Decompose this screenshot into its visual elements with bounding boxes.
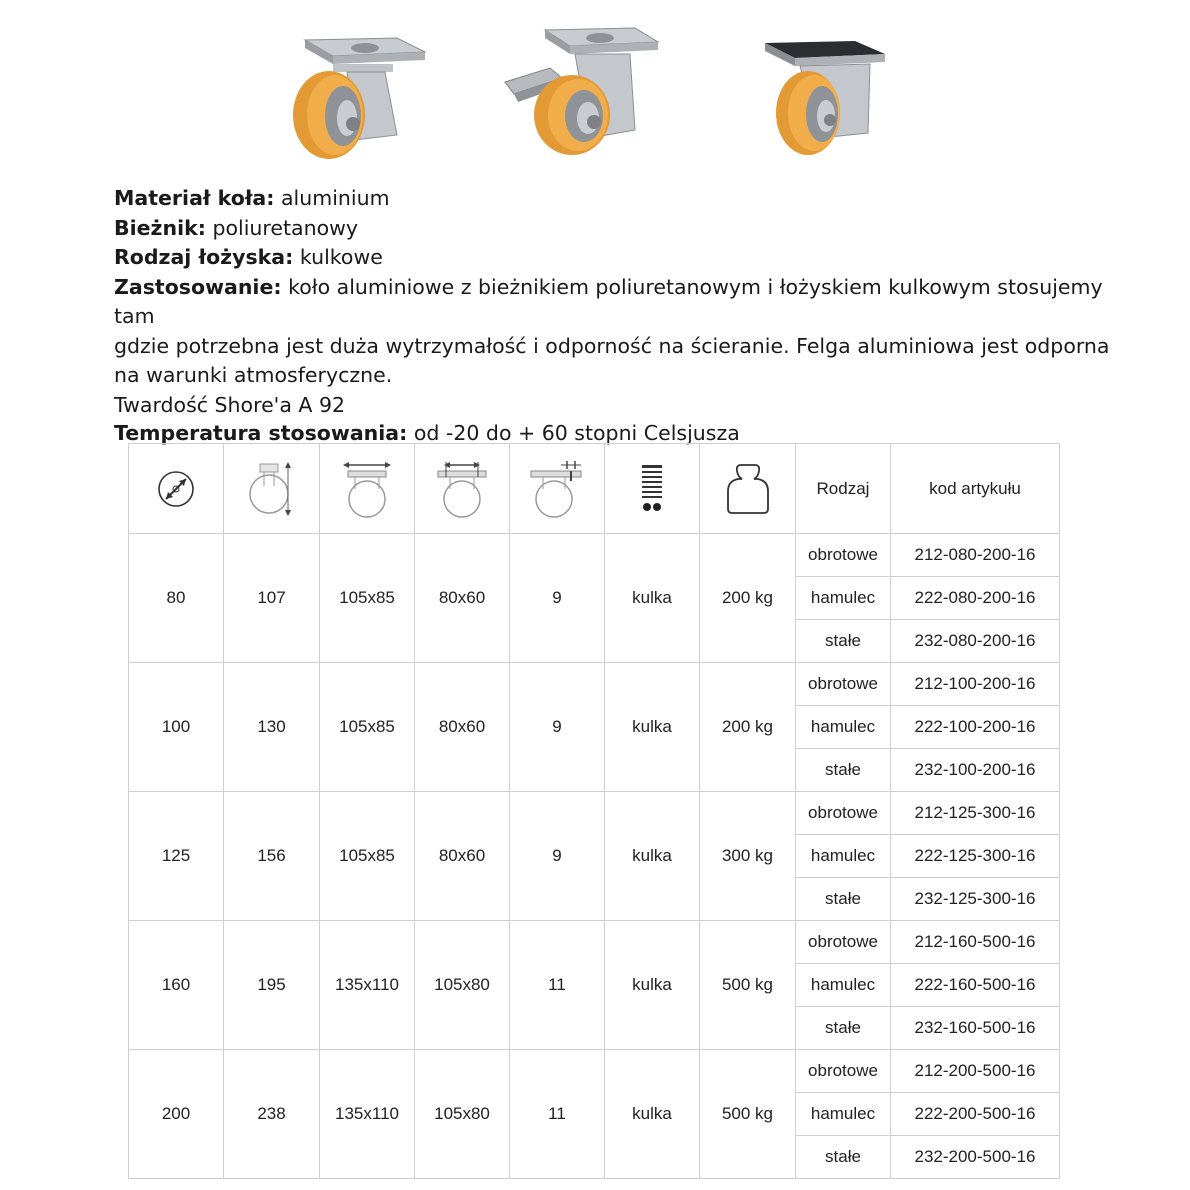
- total-height-icon: [244, 460, 300, 518]
- cell-plate: 135x110: [320, 1050, 415, 1179]
- col-bearing: [605, 444, 700, 534]
- cell-diameter: 160: [129, 921, 224, 1050]
- spec-temperature: Temperatura stosowania: od -20 do + 60 stopni Celsjusza: [114, 420, 740, 445]
- brake-caster-image: [500, 20, 665, 165]
- cell-code: 222-100-200-16: [891, 706, 1060, 749]
- cell-spacing: 105x80: [415, 1050, 510, 1179]
- cell-type: obrotowe: [796, 663, 891, 706]
- bolt-hole-icon: [529, 459, 585, 519]
- cell-code: 232-100-200-16: [891, 749, 1060, 792]
- wheel-diameter-icon: [156, 469, 196, 509]
- table-row: [129, 792, 1060, 835]
- cell-bearing: kulka: [605, 534, 700, 663]
- fixed-caster-image: [760, 38, 890, 158]
- cell-type: stałe: [796, 620, 891, 663]
- col-type: Rodzaj: [796, 444, 891, 534]
- cell-plate: 105x85: [320, 534, 415, 663]
- cell-code: 222-080-200-16: [891, 577, 1060, 620]
- cell-plate: 135x110: [320, 921, 415, 1050]
- col-diameter: [129, 444, 224, 534]
- cell-load: 500 kg: [700, 921, 796, 1050]
- col-plate: [320, 444, 415, 534]
- cell-code: 222-160-500-16: [891, 964, 1060, 1007]
- cell-type: hamulec: [796, 577, 891, 620]
- cell-diameter: 200: [129, 1050, 224, 1179]
- spec-material: Materiał koła: aluminium: [114, 186, 390, 210]
- cell-code: 212-100-200-16: [891, 663, 1060, 706]
- cell-type: obrotowe: [796, 534, 891, 577]
- spec-bearing: Rodzaj łożyska: kulkowe: [114, 245, 383, 269]
- cell-code: 232-125-300-16: [891, 878, 1060, 921]
- spec-tread: Bieżnik: poliuretanowy: [114, 215, 359, 240]
- cell-height: 195: [224, 921, 320, 1050]
- cell-bearing: kulka: [605, 1050, 700, 1179]
- cell-hole: 11: [510, 1050, 605, 1179]
- cell-code: 232-160-500-16: [891, 1007, 1060, 1050]
- cell-code: 222-125-300-16: [891, 835, 1060, 878]
- cell-load: 200 kg: [700, 663, 796, 792]
- cell-spacing: 80x60: [415, 534, 510, 663]
- swivel-caster-image: [285, 30, 430, 165]
- cell-code: 222-200-500-16: [891, 1093, 1060, 1136]
- spec-usage-line3: na warunki atmosferyczne.: [114, 363, 393, 387]
- cell-code: 232-080-200-16: [891, 620, 1060, 663]
- cell-diameter: 125: [129, 792, 224, 921]
- cell-type: obrotowe: [796, 792, 891, 835]
- spec-hardness: Twardość Shore'a A 92: [114, 392, 346, 417]
- col-spacing: [415, 444, 510, 534]
- cell-bearing: kulka: [605, 792, 700, 921]
- table-row: [129, 663, 1060, 706]
- cell-type: obrotowe: [796, 921, 891, 964]
- cell-spacing: 105x80: [415, 921, 510, 1050]
- cell-load: 200 kg: [700, 534, 796, 663]
- cell-code: 212-125-300-16: [891, 792, 1060, 835]
- load-capacity-icon: [724, 461, 772, 517]
- spec-usage-line2: gdzie potrzebna jest duża wytrzymałość i odporność na ścieranie. Felga aluminiowa jest odporna: [114, 333, 1110, 358]
- cell-code: 212-080-200-16: [891, 534, 1060, 577]
- table-header-row: [129, 444, 1060, 534]
- cell-hole: 9: [510, 663, 605, 792]
- cell-hole: 11: [510, 921, 605, 1050]
- plate-size-icon: [342, 459, 392, 519]
- cell-type: hamulec: [796, 964, 891, 1007]
- col-height: [224, 444, 320, 534]
- cell-code: 232-200-500-16: [891, 1136, 1060, 1179]
- cell-bearing: kulka: [605, 921, 700, 1050]
- table-row: [129, 534, 1060, 577]
- cell-type: stałe: [796, 1007, 891, 1050]
- cell-code: 212-160-500-16: [891, 921, 1060, 964]
- product-specs: [114, 184, 1124, 447]
- cell-type: stałe: [796, 749, 891, 792]
- table-row: [129, 1050, 1060, 1093]
- cell-height: 156: [224, 792, 320, 921]
- cell-type: stałe: [796, 1136, 891, 1179]
- bearing-type-icon: [640, 463, 664, 515]
- table-row: [129, 921, 1060, 964]
- cell-height: 238: [224, 1050, 320, 1179]
- cell-type: hamulec: [796, 706, 891, 749]
- cell-type: hamulec: [796, 1093, 891, 1136]
- bolt-spacing-icon: [434, 459, 490, 519]
- cell-diameter: 100: [129, 663, 224, 792]
- cell-load: 300 kg: [700, 792, 796, 921]
- cell-hole: 9: [510, 534, 605, 663]
- cell-plate: 105x85: [320, 792, 415, 921]
- cell-spacing: 80x60: [415, 663, 510, 792]
- cell-bearing: kulka: [605, 663, 700, 792]
- cell-hole: 9: [510, 792, 605, 921]
- product-table: [128, 443, 1060, 1179]
- cell-load: 500 kg: [700, 1050, 796, 1179]
- cell-height: 107: [224, 534, 320, 663]
- cell-height: 130: [224, 663, 320, 792]
- cell-type: hamulec: [796, 835, 891, 878]
- spec-usage: Zastosowanie: koło aluminiowe z bieżnikiem poliuretanowym i łożyskiem kulkowym stosujemy tam: [114, 274, 1103, 328]
- cell-code: 212-200-500-16: [891, 1050, 1060, 1093]
- col-load: [700, 444, 796, 534]
- cell-spacing: 80x60: [415, 792, 510, 921]
- cell-plate: 105x85: [320, 663, 415, 792]
- cell-type: obrotowe: [796, 1050, 891, 1093]
- cell-diameter: 80: [129, 534, 224, 663]
- cell-type: stałe: [796, 878, 891, 921]
- col-hole: [510, 444, 605, 534]
- col-code: kod artykułu: [891, 444, 1060, 534]
